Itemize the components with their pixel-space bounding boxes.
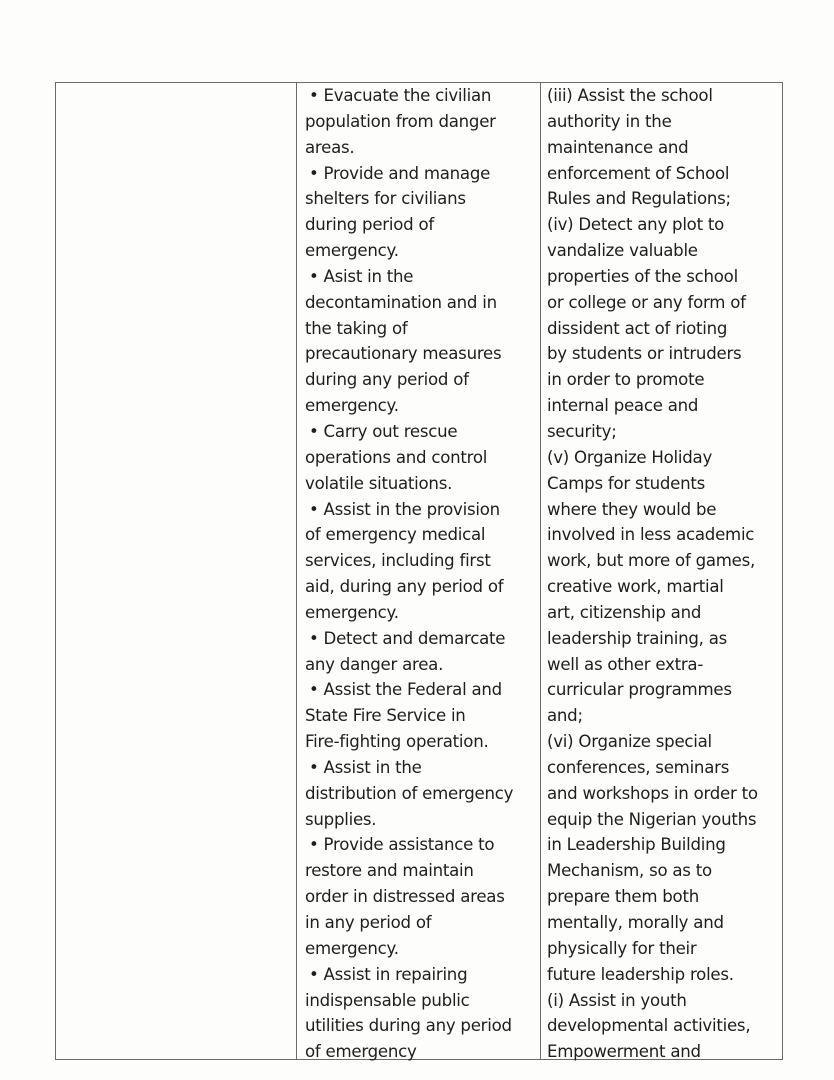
text-line: of emergency (305, 1042, 417, 1062)
text-line: any danger area. (305, 654, 444, 674)
text-line: precautionary measures (305, 344, 502, 364)
text-line: physically for their (547, 938, 697, 958)
text-line: (vi) Organize special (547, 732, 712, 752)
text-line: or college or any form of (547, 292, 746, 312)
text-line: curricular programmes (547, 680, 732, 700)
text-line: (i) Assist in youth (547, 990, 687, 1010)
text-line: • Assist in repairing (309, 964, 468, 984)
text-line: during period of (305, 215, 434, 235)
text-line: Fire-fighting operation. (305, 732, 489, 752)
text-line: in order to promote (547, 370, 705, 390)
text-line: areas. (305, 137, 355, 157)
text-line: of emergency medical (305, 525, 486, 545)
text-line: Mechanism, so as to (547, 861, 712, 881)
text-line: distribution of emergency (305, 783, 514, 803)
text-line: well as other extra- (547, 654, 704, 674)
text-line: restore and maintain (305, 861, 474, 881)
document-table (55, 82, 783, 1060)
text-line: by students or intruders (547, 344, 742, 364)
text-line: leadership training, as (547, 628, 728, 648)
text-line: volatile situations. (305, 473, 453, 493)
text-line: vandalize valuable (547, 241, 698, 261)
text-line: in any period of (305, 913, 432, 932)
text-line: mentally, morally and (547, 913, 724, 932)
column-divider (296, 83, 297, 1059)
text-line: prepare them both (547, 887, 699, 907)
text-line: internal peace and (547, 396, 699, 416)
text-line: • Carry out rescue (309, 421, 458, 441)
text-line: enforcement of School (547, 163, 730, 183)
text-line: future leadership roles. (547, 964, 734, 984)
text-line: where they would be (547, 499, 717, 519)
text-line: (iii) Assist the school (547, 86, 713, 105)
text-line: conferences, seminars (547, 757, 730, 777)
text-line: • Assist in the (309, 757, 422, 777)
text-line: developmental activities, (547, 1016, 751, 1036)
table-cell-col2 (305, 83, 513, 1065)
text-line: (iv) Detect any plot to (547, 215, 725, 235)
text-line: properties of the school (547, 266, 738, 286)
column-divider (540, 83, 541, 1059)
text-line: supplies. (305, 809, 377, 829)
text-line: work, but more of games, (547, 551, 756, 571)
text-line: • Assist in the provision (309, 499, 500, 519)
text-line: in Leadership Building (547, 835, 726, 855)
text-line: services, including first (305, 551, 491, 571)
text-line: authority in the (547, 111, 672, 131)
text-line: and; (547, 706, 583, 726)
text-line: emergency. (305, 602, 399, 622)
text-line: art, citizenship and (547, 602, 702, 622)
text-line: aid, during any period of (305, 577, 504, 597)
text-line: operations and control (305, 447, 488, 467)
text-line: • Assist the Federal and (309, 680, 502, 700)
text-line: utilities during any period (305, 1016, 512, 1036)
text-line: indispensable public (305, 990, 470, 1010)
text-line: • Detect and demarcate (309, 628, 506, 648)
text-line: during any period of (305, 370, 469, 390)
text-line: emergency. (305, 938, 399, 958)
text-line: the taking of (305, 318, 408, 338)
text-line: State Fire Service in (305, 706, 466, 726)
text-line: emergency. (305, 241, 399, 261)
text-line: Camps for students (547, 473, 706, 493)
text-line: order in distressed areas (305, 887, 505, 907)
text-line: emergency. (305, 396, 399, 416)
text-line: population from danger (305, 111, 496, 131)
text-line: dissident act of rioting (547, 318, 728, 338)
text-line: • Provide and manage (309, 163, 491, 183)
text-line: creative work, martial (547, 577, 724, 597)
text-line: (v) Organize Holiday (547, 447, 713, 467)
table-cell-col3 (547, 83, 758, 1065)
text-line: • Provide assistance to (309, 835, 495, 855)
text-line: involved in less academic (547, 525, 755, 545)
text-line: Empowerment and (547, 1042, 701, 1062)
text-line: shelters for civilians (305, 189, 466, 209)
text-line: equip the Nigerian youths (547, 809, 757, 829)
text-line: • Asist in the (309, 266, 414, 286)
text-line: maintenance and (547, 137, 689, 157)
text-line: decontamination and in (305, 292, 497, 312)
text-line: Rules and Regulations; (547, 189, 731, 209)
text-line: and workshops in order to (547, 783, 758, 803)
text-line: • Evacuate the civilian (309, 86, 492, 105)
text-line: security; (547, 421, 617, 441)
